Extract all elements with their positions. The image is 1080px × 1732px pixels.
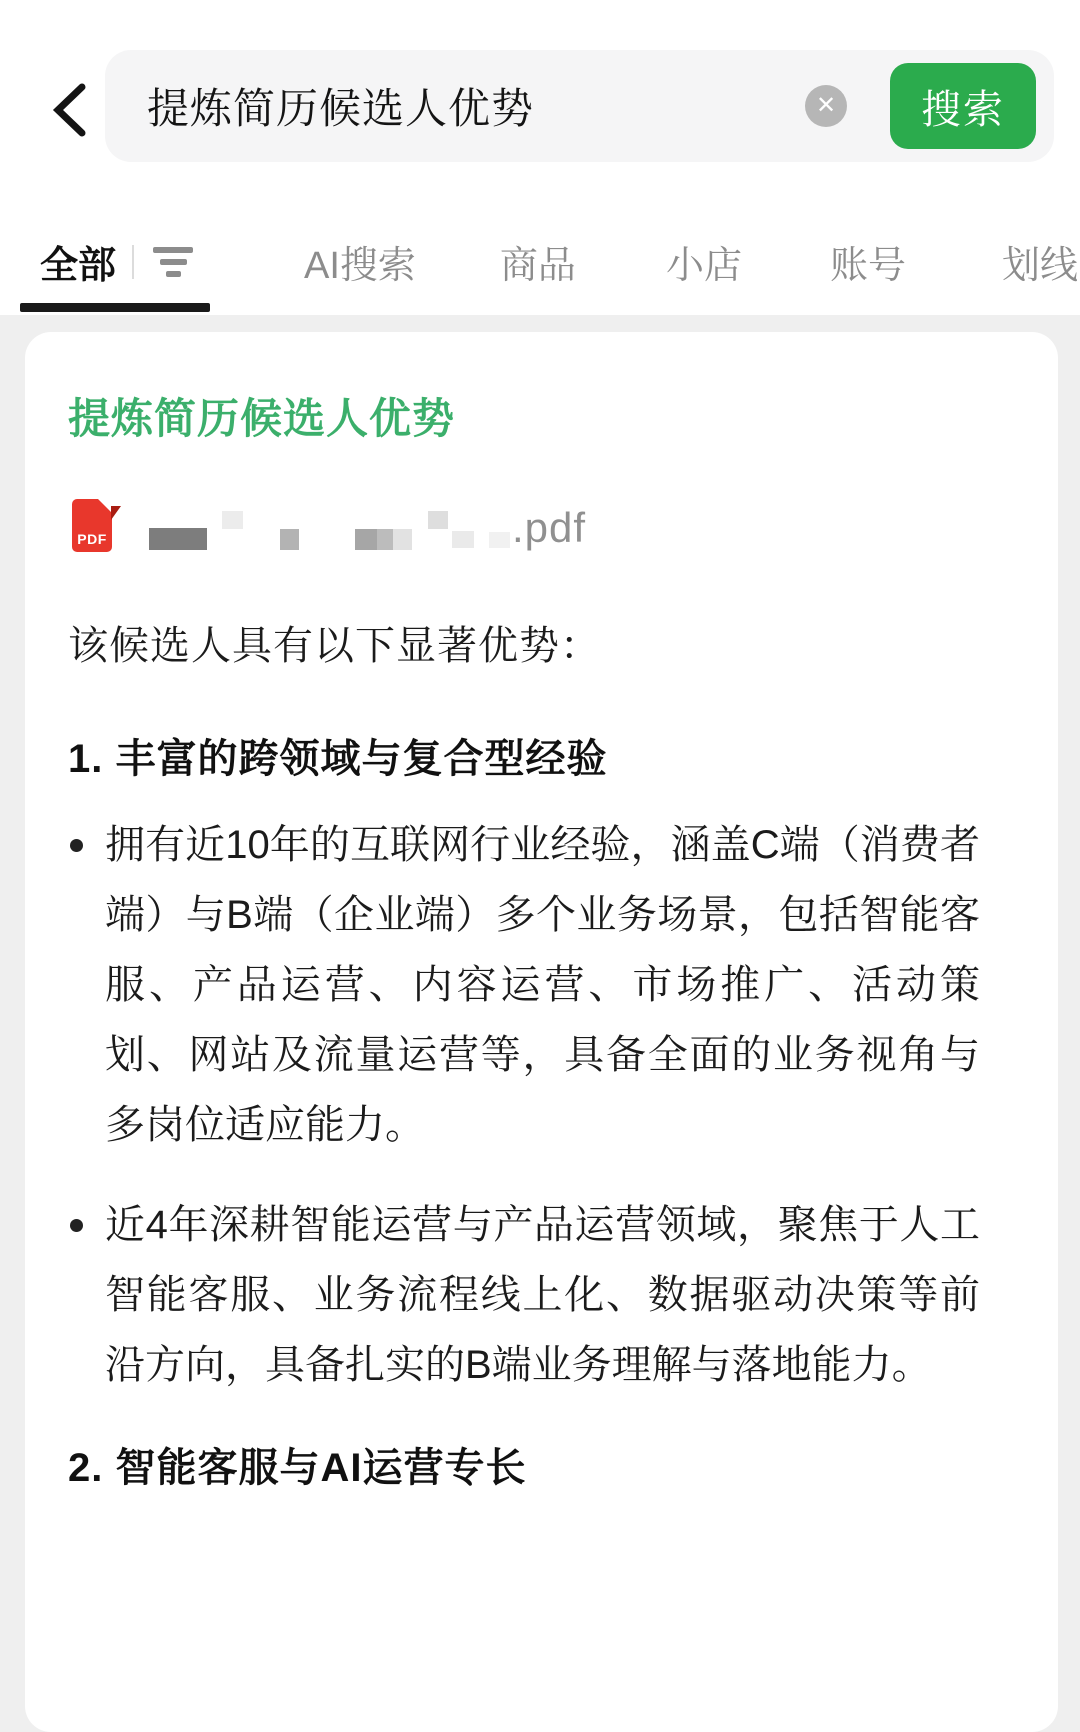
pdf-fold-corner (98, 499, 112, 513)
search-query-text: 提炼简历候选人优势 (147, 85, 535, 132)
back-button[interactable] (38, 78, 102, 142)
result-card (25, 332, 1058, 1732)
pdf-fold-flap (111, 506, 121, 520)
results-area (0, 315, 1080, 1490)
tab-highlights[interactable]: 划线 (1001, 245, 1078, 287)
list-item (68, 1190, 980, 1400)
filter-icon (153, 247, 193, 253)
search-bar (0, 0, 1080, 208)
redacted-filename-block (452, 531, 474, 548)
redacted-filename-block (377, 529, 393, 550)
section-1-bullets (68, 810, 1010, 1400)
section-2-heading: 2. 智能客服与AI运营专长 (68, 1446, 527, 1490)
bullet-text: 近4年深耕智能运营与产品运营领域，聚焦于人工智能客服、业务流程线上化、数据驱动决策等前沿方向，具备扎实的B端业务理解与落地能力。 (105, 1203, 980, 1387)
bullet-text: 拥有近10年的互联网行业经验，涵盖C端（消费者端）与B端（企业端）多个业务场景，包括智能客服、产品运营、内容运营、市场推广、活动策划、网站及流量运营等，具备全面的业务视角与多岗位适应能力。 (105, 823, 980, 1147)
tab-small-store[interactable]: 小店 (665, 245, 742, 287)
file-extension: .pdf (512, 504, 587, 551)
tab-bar (0, 208, 1080, 315)
redacted-filename-block (393, 529, 412, 550)
active-tab-underline (20, 303, 210, 312)
bullet-icon (70, 839, 83, 852)
header (0, 0, 1080, 315)
tab-goods[interactable]: 商品 (499, 245, 576, 287)
clear-search-button[interactable] (805, 85, 847, 127)
redacted-filename-block (489, 532, 510, 548)
redacted-filename-block (149, 528, 207, 550)
redacted-filename-block (428, 511, 448, 529)
section-1-heading: 1. 丰富的跨领域与复合型经验 (68, 737, 608, 781)
redacted-filename-block (355, 529, 377, 550)
pdf-attachment[interactable] (68, 496, 1010, 552)
x-icon: ✕ (815, 92, 837, 119)
tab-divider (132, 245, 134, 279)
redacted-filename-block (222, 511, 243, 529)
list-item (68, 810, 980, 1160)
search-button[interactable]: 搜索 (890, 63, 1036, 149)
pdf-file-icon (72, 499, 112, 552)
intro-text: 该候选人具有以下显著优势： (68, 624, 601, 668)
result-title[interactable]: 提炼简历候选人优势 (68, 395, 456, 442)
tab-all[interactable]: 全部 (40, 245, 117, 287)
pdf-badge-label: PDF (77, 531, 107, 547)
tab-ai-search[interactable]: AI搜索 (304, 245, 416, 287)
tab-accounts[interactable]: 账号 (829, 245, 906, 287)
chevron-left-icon (48, 82, 92, 138)
filter-button[interactable] (152, 244, 194, 280)
search-input[interactable] (105, 50, 1054, 162)
bullet-icon (70, 1219, 83, 1232)
redacted-filename-block (280, 529, 299, 550)
